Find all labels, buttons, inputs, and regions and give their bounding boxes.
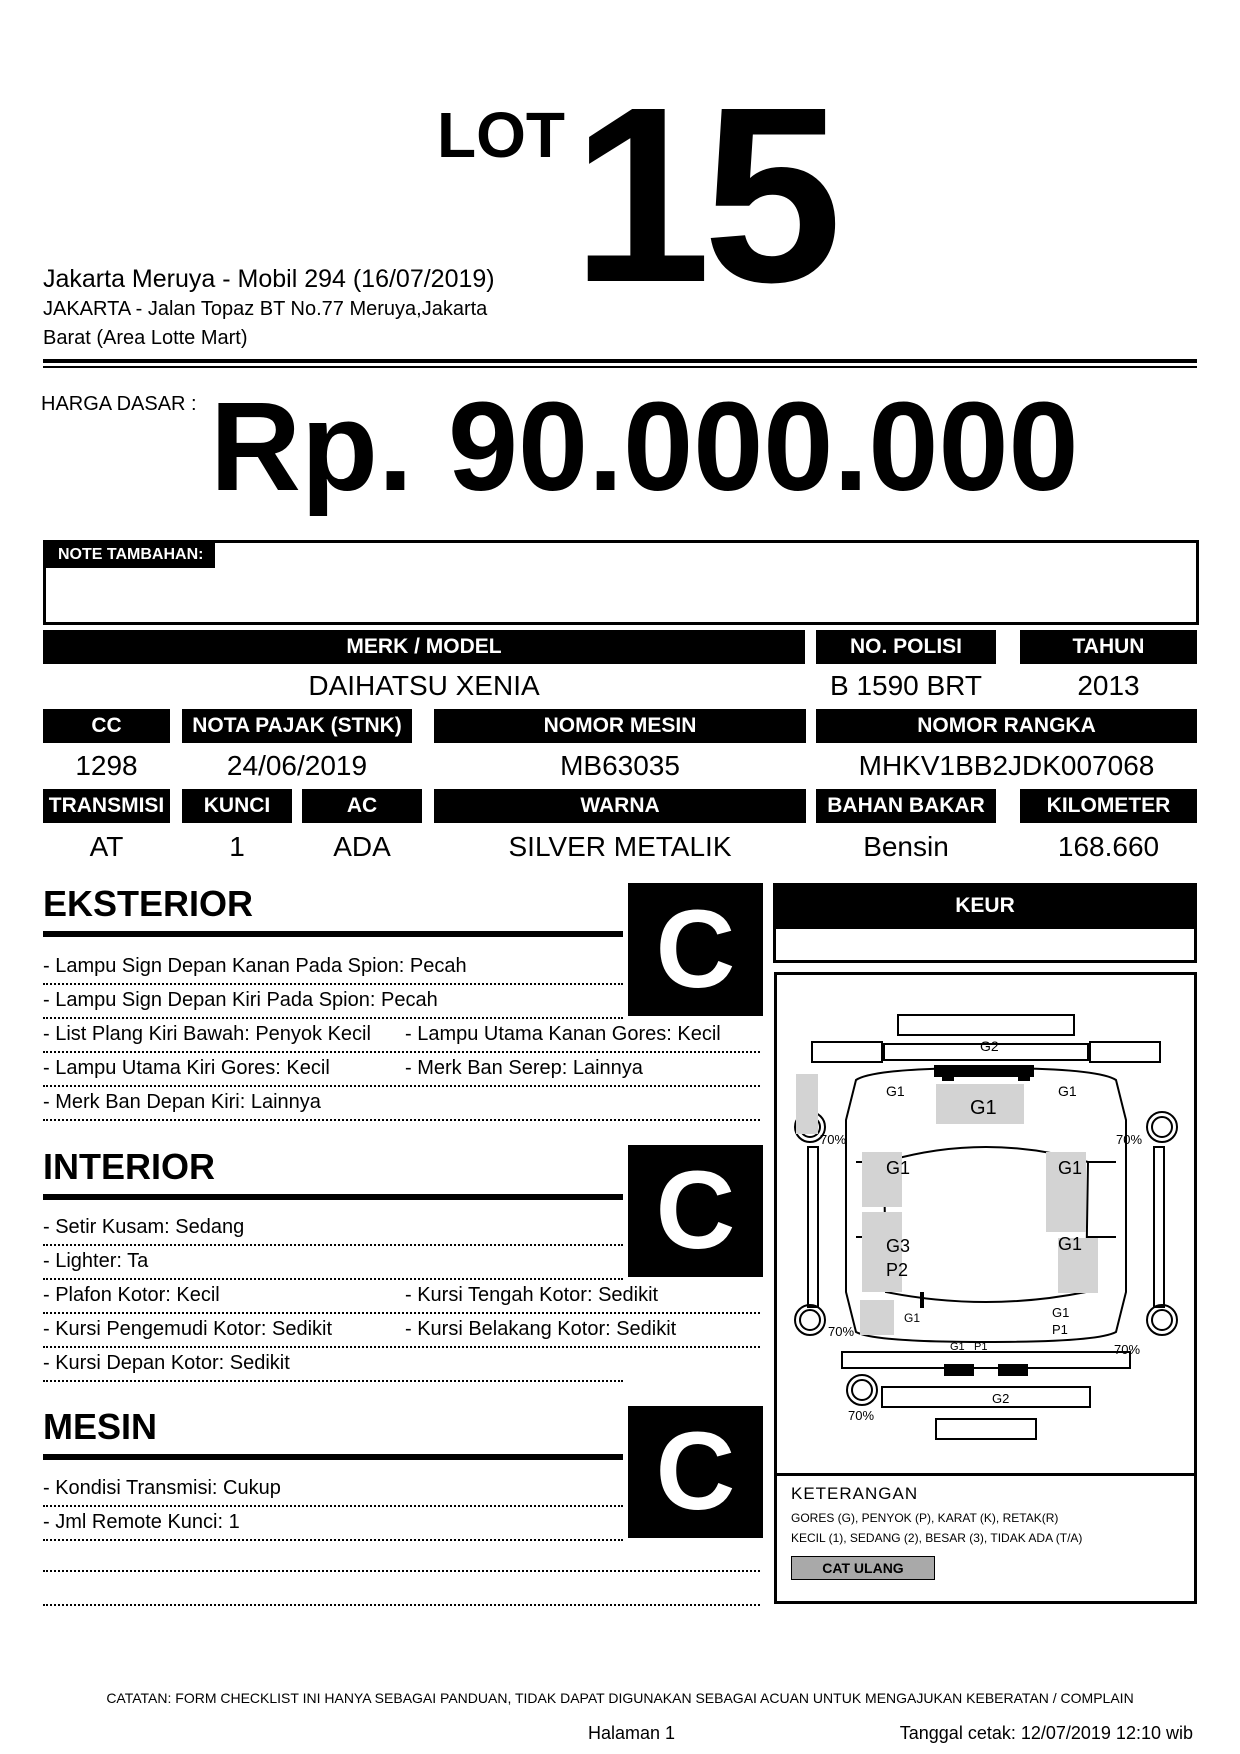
note-label: NOTE TAMBAHAN: — [46, 543, 215, 568]
damage-code: G2 — [980, 1038, 999, 1054]
interior-item: - Setir Kusam: Sedang — [43, 1211, 623, 1246]
front-bumper — [898, 1015, 1074, 1035]
keur-label: KEUR — [776, 886, 1194, 929]
damage-code: P2 — [886, 1260, 909, 1280]
warna-header: WARNA — [434, 789, 806, 823]
bahan-bakar-value: Bensin — [863, 831, 949, 862]
mesin-item: - Kondisi Transmisi: Cukup — [43, 1472, 623, 1507]
note-box — [43, 540, 1199, 625]
address-line-1: JAKARTA - Jalan Topaz BT No.77 Meruya,Jakarta — [43, 298, 488, 320]
damage-code: G1 — [1058, 1234, 1083, 1254]
tahun-header: TAHUN — [1020, 630, 1197, 664]
interior-item: - Lighter: Ta — [43, 1245, 623, 1280]
eksterior-item-pair: - Lampu Utama Kiri Gores: Kecil - Merk Ban Serep: Lainnya — [43, 1052, 760, 1087]
damage-code: G1 — [950, 1341, 965, 1353]
kilometer-value: 168.660 — [1057, 831, 1160, 862]
tire-label: 70% — [828, 1324, 855, 1339]
header-rule — [43, 359, 1197, 363]
ac-header: AC — [302, 789, 422, 823]
address-line-2: Barat (Area Lotte Mart) — [43, 327, 248, 349]
legend-divider — [774, 1473, 1197, 1476]
header-rule-thin — [43, 366, 1197, 368]
kunci-header: KUNCI — [182, 789, 292, 823]
interior-item: - Kursi Depan Kotor: Sedikit — [43, 1347, 623, 1382]
damage-code: G1 — [970, 1097, 997, 1119]
front-headlight-left — [812, 1042, 882, 1062]
damage-code: P1 — [974, 1341, 988, 1353]
interior-item-pair: - Plafon Kotor: Kecil - Kursi Tengah Kotor: Sedikit — [43, 1279, 760, 1314]
interior-grade: C — [628, 1145, 763, 1277]
legend-title: KETERANGAN — [791, 1484, 919, 1503]
rear-bumper — [882, 1387, 1090, 1407]
mesin-item: - Jml Remote Kunci: 1 — [43, 1506, 623, 1541]
front-headlight-right — [1090, 1042, 1160, 1062]
event-title: Jakarta Meruya - Mobil 294 (16/07/2019) — [43, 265, 495, 293]
mesin-grade: C — [628, 1406, 763, 1538]
eksterior-title: EKSTERIOR — [43, 883, 254, 924]
tire-label: 70% — [848, 1408, 875, 1423]
car-damage-diagram — [774, 972, 1197, 1442]
damage-code: G1 — [1058, 1083, 1077, 1099]
no-polisi-header: NO. POLISI — [816, 630, 996, 664]
cc-value: 1298 — [75, 750, 138, 781]
cat-ulang-swatch: CAT ULANG — [791, 1556, 935, 1580]
eksterior-item: - Lampu Sign Depan Kanan Pada Spion: Pecah — [43, 950, 623, 985]
blank-dotted-line — [43, 1567, 760, 1572]
print-date: Tanggal cetak: 12/07/2019 12:10 wib — [899, 1723, 1193, 1743]
rear-lights — [842, 1352, 1130, 1368]
nomor-mesin-value: MB63035 — [560, 750, 680, 781]
tire-label: 70% — [1116, 1132, 1143, 1147]
damage-code: G1 — [886, 1158, 911, 1178]
interior-title: INTERIOR — [43, 1146, 216, 1187]
tire-label: 70% — [820, 1132, 847, 1147]
eksterior-rule — [43, 931, 623, 937]
kilometer-header: KILOMETER — [1020, 789, 1197, 823]
damage-code: P1 — [1052, 1322, 1068, 1337]
damage-code: G3 — [886, 1236, 911, 1256]
damage-code: G1 — [886, 1083, 905, 1099]
legend-line-1: GORES (G), PENYOK (P), KARAT (K), RETAK(R) — [791, 1511, 1059, 1525]
footer-note: CATATAN: FORM CHECKLIST INI HANYA SEBAGAI PANDUAN, TIDAK DAPAT DIGUNAKAN SEBAGAI ACUAN UNTUK MENGAJUKAN KEBERATAN / COMPLAIN — [106, 1690, 1134, 1706]
lot-label: LOT — [437, 99, 565, 171]
blank-dotted-line — [43, 1601, 760, 1606]
no-polisi-value: B 1590 BRT — [829, 670, 983, 701]
warna-value: SILVER METALIK — [508, 831, 732, 862]
cc-header: CC — [43, 709, 170, 743]
side-right — [1154, 1147, 1164, 1307]
interior-rule — [43, 1194, 623, 1200]
nota-pajak-header: NOTA PAJAK (STNK) — [182, 709, 412, 743]
damage-area — [796, 1074, 818, 1134]
nomor-rangka-value: MHKV1BB2JDK007068 — [858, 750, 1155, 781]
transmisi-header: TRANSMISI — [43, 789, 170, 823]
kunci-value: 1 — [229, 831, 245, 862]
price-label: HARGA DASAR : — [41, 393, 197, 415]
damage-code: G1 — [1052, 1305, 1070, 1320]
nomor-rangka-header: NOMOR RANGKA — [816, 709, 1197, 743]
eksterior-item-pair: - List Plang Kiri Bawah: Penyok Kecil - Lampu Utama Kanan Gores: Kecil — [43, 1018, 760, 1053]
ac-value: ADA — [333, 831, 391, 862]
merk-model-value: DAIHATSU XENIA — [308, 670, 540, 701]
lot-number: 15 — [572, 55, 835, 334]
tahun-value: 2013 — [1077, 670, 1140, 701]
keur-box — [773, 883, 1197, 963]
merk-model-header: MERK / MODEL — [43, 630, 805, 664]
transmisi-value: AT — [89, 831, 124, 862]
interior-item-pair: - Kursi Pengemudi Kotor: Sedikit - Kursi Belakang Kotor: Sedikit — [43, 1313, 760, 1348]
eksterior-grade: C — [628, 883, 763, 1016]
mesin-title: MESIN — [43, 1406, 158, 1447]
nota-pajak-value: 24/06/2019 — [226, 750, 368, 781]
damage-area — [860, 1300, 894, 1335]
rear-plate — [936, 1419, 1036, 1439]
mesin-rule — [43, 1454, 623, 1460]
bahan-bakar-header: BAHAN BAKAR — [816, 789, 996, 823]
eksterior-item: - Lampu Sign Depan Kiri Pada Spion: Pecah — [43, 984, 623, 1019]
damage-code: G1 — [1058, 1158, 1083, 1178]
tire-label: 70% — [1114, 1342, 1141, 1357]
price-value: Rp. 90.000.000 — [210, 376, 1079, 517]
eksterior-item: - Merk Ban Depan Kiri: Lainnya — [43, 1086, 760, 1121]
damage-code: G1 — [904, 1311, 921, 1325]
page-number: Halaman 1 — [588, 1723, 676, 1743]
damage-code: G2 — [992, 1391, 1010, 1406]
legend-line-2: KECIL (1), SEDANG (2), BESAR (3), TIDAK ADA (T/A) — [791, 1531, 1083, 1545]
nomor-mesin-header: NOMOR MESIN — [434, 709, 806, 743]
side-left — [808, 1147, 818, 1307]
